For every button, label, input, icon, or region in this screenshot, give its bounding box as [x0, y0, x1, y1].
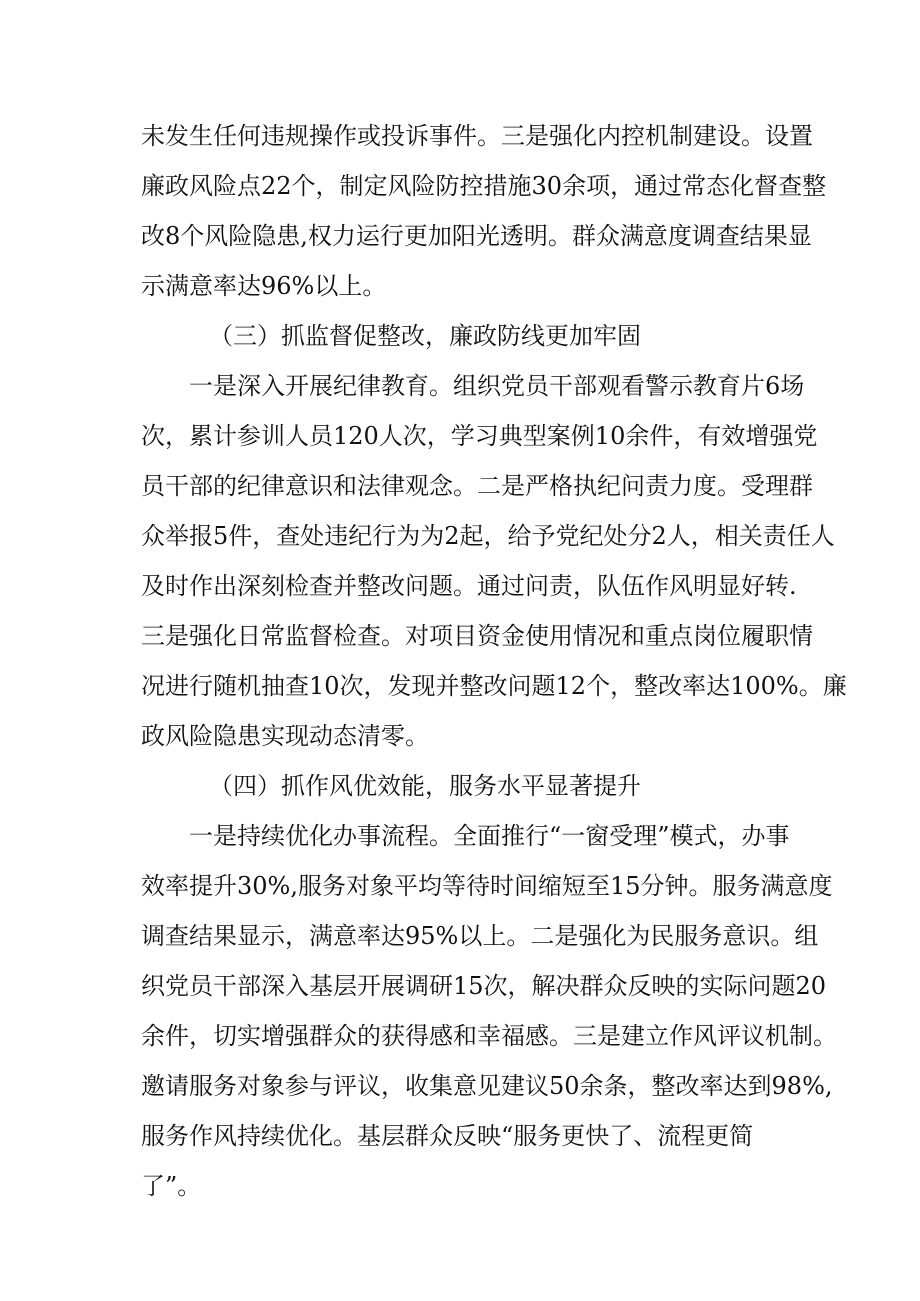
- paragraph-line: 服务作风持续优化。基层群众反映“服务更快了、流程更简: [141, 1122, 754, 1150]
- paragraph-line: 一是深入开展纪律教育。组织党员干部观看警示教育片6场: [189, 372, 805, 400]
- paragraph-line: 示满意率达96%以上。: [141, 272, 387, 300]
- section-heading: （四）抓作风优效能，服务水平显著提升: [209, 772, 641, 800]
- paragraph-line: 织党员干部深入基层开展调研15次，解决群众反映的实际问题20: [141, 972, 827, 1000]
- paragraph-line: 次，累计参训人员120人次，学习典型案例10余件，有效增强党: [141, 422, 818, 450]
- paragraph-line: 邀请服务对象参与评议，收集意见建议50余条，整改率达到98%,: [141, 1072, 833, 1100]
- paragraph-line: 一是持续优化办事流程。全面推行“一窗受理”模式，办事: [189, 822, 790, 850]
- paragraph-line: 政风险隐患实现动态清零。: [141, 722, 429, 750]
- section-heading: （三）抓监督促整改，廉政防线更加牢固: [209, 322, 641, 350]
- paragraph-line: 员干部的纪律意识和法律观念。二是严格执纪问责力度。受理群: [141, 472, 813, 500]
- paragraph-line: 三是强化日常监督检查。对项目资金使用情况和重点岗位履职情: [141, 622, 813, 650]
- paragraph-line: 未发生任何违规操作或投诉事件。三是强化内控机制建设。设置: [141, 122, 813, 150]
- paragraph-line: 廉政风险点22个，制定风险防控措施30余项，通过常态化督查整: [141, 172, 827, 200]
- paragraph-line: 况进行随机抽查10次，发现并整改问题12个，整改率达100%。廉: [141, 672, 847, 700]
- paragraph-line: 及时作出深刻检查并整改问题。通过问责，队伍作风明显好转.: [141, 572, 797, 600]
- document-page: [141, 111, 847, 1211]
- paragraph-line: 余件，切实增强群众的获得感和幸福感。三是建立作风评议机制。: [141, 1022, 837, 1050]
- paragraph-line: 改8个风险隐患,权力运行更加阳光透明。群众满意度调查结果显: [141, 222, 812, 250]
- paragraph-line: 众举报5件，查处违纪行为为2起，给予党纪处分2人，相关责任人: [141, 522, 835, 550]
- paragraph-line: 了”。: [141, 1172, 202, 1200]
- paragraph-line: 效率提升30%,服务对象平均等待时间缩短至15分钟。服务满意度: [141, 872, 833, 900]
- paragraph-line: 调查结果显示，满意率达95%以上。二是强化为民服务意识。组: [141, 922, 819, 950]
